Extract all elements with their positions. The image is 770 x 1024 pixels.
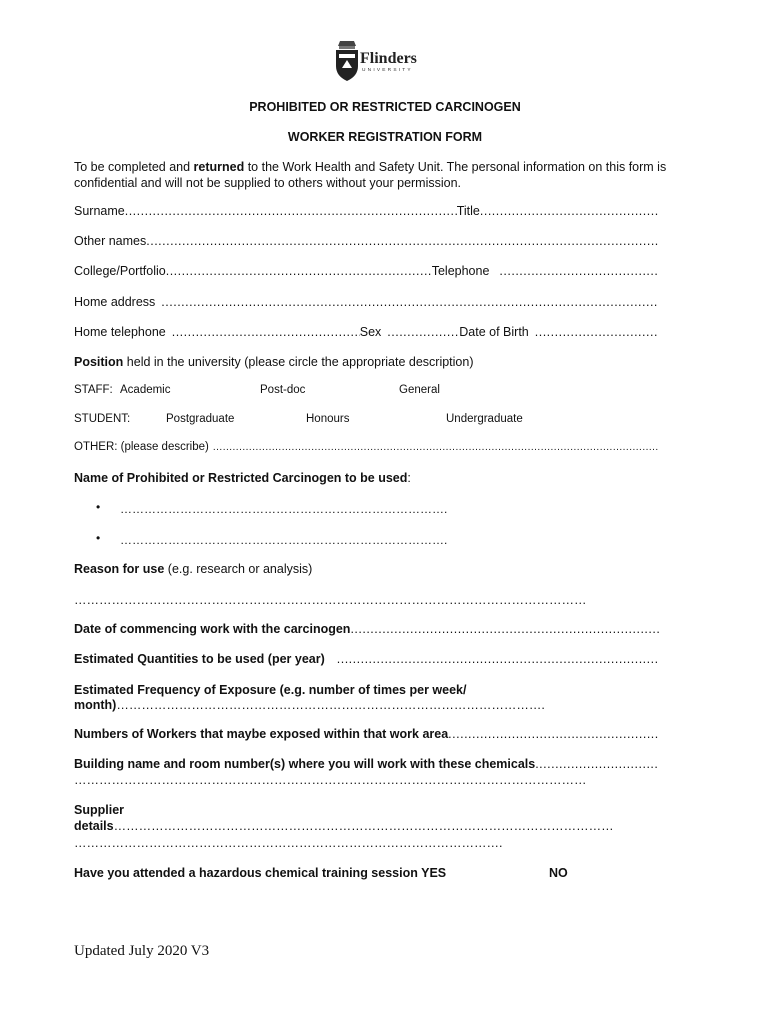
workers-field[interactable] xyxy=(448,727,659,741)
frequency-row: month)…………………………………………………………………………………………. xyxy=(74,698,545,712)
date-commencing-field[interactable] xyxy=(350,622,659,636)
staff-label: STAFF: xyxy=(74,384,113,396)
telephone-field[interactable] xyxy=(499,264,659,278)
supplier-field[interactable]: ………………………………………………………………………………………………………… xyxy=(113,819,614,833)
workers-row xyxy=(74,727,659,741)
quantities-label: Estimated Quantities to be used (per year) xyxy=(74,652,325,666)
student-option-honours[interactable]: Honours xyxy=(306,413,350,425)
other-names-label: Other names xyxy=(74,234,147,248)
home-address-field[interactable] xyxy=(161,295,659,309)
reason-heading: Reason for use (e.g. research or analysis) xyxy=(74,562,313,576)
form-title-line2: WORKER REGISTRATION FORM xyxy=(287,130,483,144)
other-field[interactable] xyxy=(213,442,659,453)
college-label: College/Portfolio xyxy=(74,264,166,278)
training-no-option[interactable]: NO xyxy=(549,866,568,880)
supplier-row: details………………………………………………………………………………………………………… xyxy=(74,819,614,833)
logo-subtitle: UNIVERSITY xyxy=(362,68,413,73)
sex-label: Sex xyxy=(359,325,382,339)
sex-field[interactable] xyxy=(387,325,459,339)
crest-icon xyxy=(334,38,360,82)
home-telephone-row xyxy=(74,325,659,339)
staff-option-general[interactable]: General xyxy=(399,384,440,396)
home-address-label: Home address xyxy=(74,295,156,309)
form-title-line1: PROHIBITED OR RESTRICTED CARCINOGEN xyxy=(249,100,521,114)
bullet-icon: • xyxy=(96,500,101,514)
dob-field[interactable] xyxy=(535,325,659,339)
date-commencing-row xyxy=(74,622,659,636)
surname-title-row xyxy=(74,204,659,218)
training-question[interactable]: Have you attended a hazardous chemical training session YES xyxy=(74,866,447,880)
dob-label: Date of Birth xyxy=(459,325,529,339)
home-telephone-label: Home telephone xyxy=(74,325,166,339)
telephone-label: Telephone xyxy=(431,264,490,278)
college-field[interactable] xyxy=(166,264,432,278)
other-row xyxy=(74,441,659,453)
building-label: Building name and room number(s) where you will work with these chemicals xyxy=(74,757,536,771)
carcinogen-field-1[interactable]: ………………………………………………………………………. xyxy=(120,502,448,516)
home-address-row xyxy=(74,295,659,309)
home-telephone-field[interactable] xyxy=(172,325,360,339)
quantities-row xyxy=(74,652,659,666)
staff-option-academic[interactable]: Academic xyxy=(120,384,171,396)
reason-field[interactable]: …………………………………………………………………………………………………………… xyxy=(74,593,587,607)
student-option-undergraduate[interactable]: Undergraduate xyxy=(446,413,523,425)
supplier-label: Supplier xyxy=(74,803,125,817)
title-field[interactable] xyxy=(480,204,659,218)
building-field-line2[interactable]: …………………………………………………………………………………………………………… xyxy=(74,773,587,787)
surname-field[interactable] xyxy=(125,204,457,218)
bullet-icon: • xyxy=(96,531,101,545)
position-heading: Position held in the university (please circle the appropriate description) xyxy=(74,355,474,369)
logo-wordmark: Flinders xyxy=(360,50,417,67)
frequency-label: Estimated Frequency of Exposure (e.g. number of times per week/ xyxy=(74,683,467,697)
intro-text: To be completed and returned to the Work Health and Safety Unit. The personal information on this form is confidential and will not be supplied to others without your permission. xyxy=(74,160,667,190)
date-commencing-label: Date of commencing work with the carcinogen xyxy=(74,622,351,636)
carcinogen-field-2[interactable]: ………………………………………………………………………. xyxy=(120,533,448,547)
staff-option-postdoc[interactable]: Post-doc xyxy=(260,384,306,396)
quantities-field[interactable] xyxy=(337,652,659,666)
footer-version: Updated July 2020 V3 xyxy=(74,943,210,959)
student-option-postgraduate[interactable]: Postgraduate xyxy=(166,413,235,425)
building-row xyxy=(74,757,659,771)
workers-label: Numbers of Workers that maybe exposed within that work area xyxy=(74,727,449,741)
supplier-field-line2[interactable]: …………………………………………………………………………………………. xyxy=(74,836,503,850)
other-names-row xyxy=(74,234,659,248)
frequency-field[interactable]: …………………………………………………………………………………………. xyxy=(116,698,545,712)
college-telephone-row xyxy=(74,264,659,278)
student-label: STUDENT: xyxy=(74,413,131,425)
flinders-logo xyxy=(334,38,444,82)
carcinogen-heading: Name of Prohibited or Restricted Carcinogen to be used: xyxy=(74,471,411,485)
other-label: OTHER: (please describe) xyxy=(74,441,209,453)
other-names-field[interactable] xyxy=(146,234,659,248)
building-field[interactable] xyxy=(535,757,659,771)
surname-label: Surname xyxy=(74,204,125,218)
title-label: Title xyxy=(456,204,480,218)
